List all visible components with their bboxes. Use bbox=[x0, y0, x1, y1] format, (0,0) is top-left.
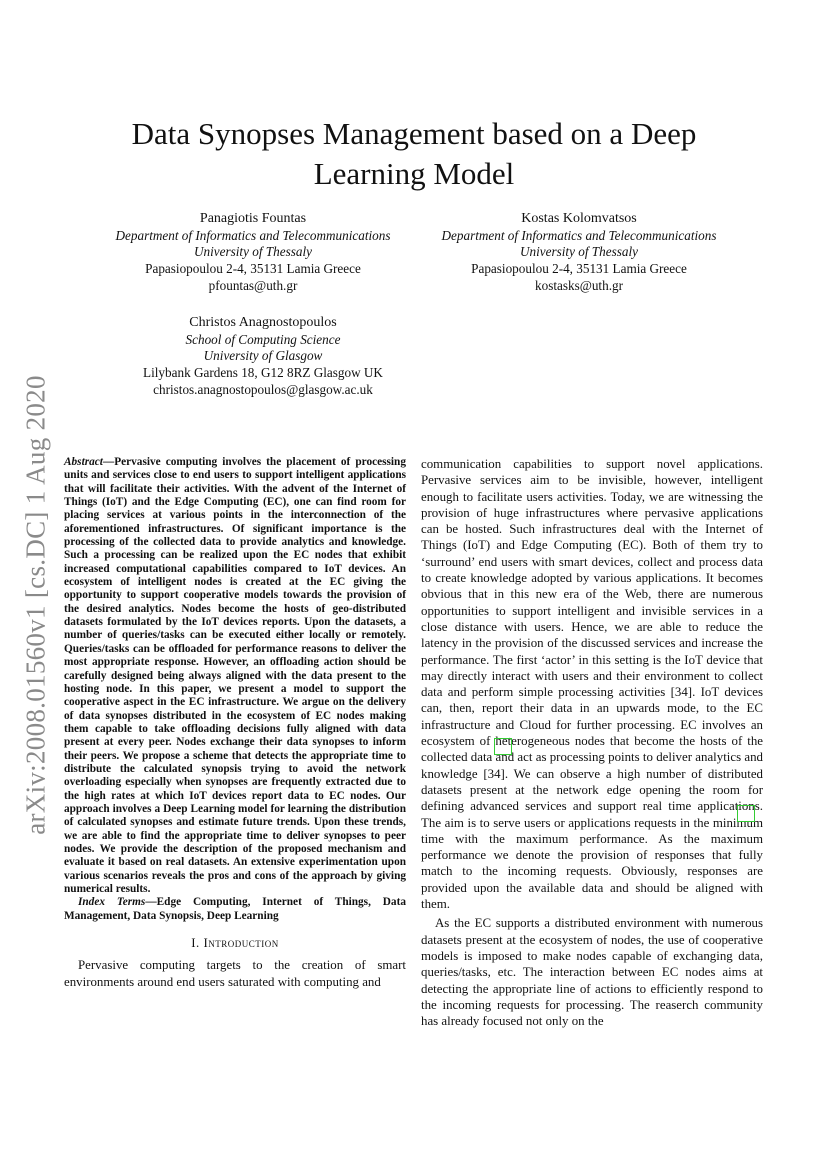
author-email: kostasks@uth.gr bbox=[535, 277, 623, 293]
author-name: Kostas Kolomvatsos bbox=[521, 211, 637, 226]
section-title: Introduction bbox=[203, 936, 279, 951]
abstract-text: —Pervasive computing involves the placement of processing units and services close to end users to support intelligent applications that will facilitate their activities. With the advent of the Internet of Things (IoT) and the Edge Computing (EC), one can find room for placing services at various points in the interconnection of the aforementioned infrastructures. Of significant importance is the processing of the collected data to provide analytics and knowledge. Such a processing can be realized upon the EC nodes that exhibit increased computational capabilities compared to IoT devices. An ecosystem of intelligent nodes is created at the EC giving the opportunity to support cooperative models towards the provision of the desired analytics. Nodes become the hosts of geo-distributed datasets formulated by the IoT devices reports. Upon the datasets, a number of queries/tasks can be executed either locally or remotely. Queries/tasks can be offloaded for performance reasons to deliver the most appropriate response. However, an offloading action should be carefully designed being always aligned with the data present to the hosting node. In this paper, we present a model to support the cooperative aspect in the EC infrastructure. We argue on the delivery of data synopses distributed in the ecosystem of EC nodes making them capable to take offloading decisions fully aligned with data present at every peer. Nodes exchange their data synopses to inform their peers. We propose a scheme that detects the appropriate time to distribute the calculated synopsis trying to avoid the network overloading especially when synopses are frequently extracted due to the high rates at which IoT devices report data to EC nodes. Our approach involves a Deep Learning model for learning the distribution of calculated synopses and estimate future trends. Upon these trends, we are able to find the appropriate time to deliver synopses to peer nodes. We provide the description of the proposed mechanism and evaluate it based on real datasets. An extensive experimentation upon various scenarios reveals the pros and cons of the approach by giving numerical results. bbox=[64, 456, 406, 895]
citation-link-box[interactable] bbox=[494, 738, 512, 755]
author-address: Papasiopoulou 2-4, 35131 Lamia Greece bbox=[145, 261, 361, 277]
author-name: Christos Anagnostopoulos bbox=[189, 315, 337, 330]
author-email: christos.anagnostopoulos@glasgow.ac.uk bbox=[153, 381, 373, 397]
author-department: Department of Informatics and Telecommunications bbox=[115, 227, 391, 243]
body-paragraph: communication capabilities to support novel applications. Pervasive services aim to be invisible, however, intelligent enough to facilitate users activities. Today, we are witnessing the provision of huge infrastructures where pervasive applications can be hosted. Such infrastructures deal with the Internet of Things (IoT) and Edge Computing (EC). Both of them try to ‘surround’ end users with smart devices, collect and process data to create knowledge adopted by various applications. It becomes obvious that in this new era of the Web, there are numerous opportunities to support intelligent and invisible services in a close distance with users. Hence, we are able to reduce the latency in the provision of the discussed services and increase the performance. The first ‘actor’ in this setting is the IoT device that may directly interact with users and their environment to collect data and perform simple processing activities [34]. IoT devices can, then, report their data in an upwards mode, to the EC infrastructure and Cloud for further processing. EC involves an ecosystem of heterogeneous nodes that become the hosts of the collected data and act as processing points to deliver analytics and knowledge [34]. We can observe a high number of distributed datasets present at the network edge opening the room for defining advanced services and support real time applications. The aim is to serve users or applications requests in the minimum time with the maximum performance. As the maximum performance we denote the provision of responses that fully match to the incoming requests. Obviously, responses are provided upon the available data and should be aligned with them. bbox=[421, 457, 763, 912]
index-terms-label: Index Terms bbox=[78, 896, 146, 909]
index-terms bbox=[64, 896, 406, 923]
abstract-label: Abstract bbox=[64, 456, 103, 468]
index-terms-text: —Edge Computing, Internet of Things, Data Management, Data Synopsis, Deep Learning bbox=[64, 896, 406, 922]
paper-title: Data Synopses Management based on a Deep Learning Model bbox=[131, 116, 697, 191]
right-column bbox=[421, 456, 763, 1029]
author-department: Department of Informatics and Telecommunications bbox=[441, 227, 717, 243]
abstract bbox=[64, 456, 406, 896]
author-block-1 bbox=[88, 211, 418, 295]
author-university: University of Glasgow bbox=[203, 348, 323, 364]
body-paragraph: As the EC supports a distributed environment with numerous datasets present at the ecosystem of nodes, the use of cooperative models is imposed to make nodes capable of exchanging data, queries/tasks, etc. The interaction between EC nodes aims at detecting the appropriate line of actions to efficiently respond to the incoming requests for processing. The reaserch community has already focused not only on the bbox=[421, 916, 763, 1029]
author-email: pfountas@uth.gr bbox=[208, 277, 298, 293]
section-number: I. bbox=[191, 936, 200, 951]
author-block-3 bbox=[98, 315, 428, 399]
left-column bbox=[64, 456, 406, 990]
author-university: University of Thessaly bbox=[520, 244, 638, 260]
intro-paragraph: Pervasive computing targets to the creation of smart environments around end users saturated with computing and bbox=[64, 958, 406, 989]
author-department: School of Computing Science bbox=[185, 331, 341, 347]
citation-link-box[interactable] bbox=[737, 805, 755, 822]
arxiv-sidebar-stamp: arXiv:2008.01560v1 [cs.DC] 1 Aug 2020 bbox=[20, 375, 51, 835]
author-name: Panagiotis Fountas bbox=[199, 211, 307, 226]
section-heading bbox=[64, 935, 406, 951]
author-university: University of Thessaly bbox=[194, 244, 312, 260]
author-block-2 bbox=[414, 211, 744, 295]
author-address: Lilybank Gardens 18, G12 8RZ Glasgow UK bbox=[143, 365, 383, 381]
author-address: Papasiopoulou 2-4, 35131 Lamia Greece bbox=[471, 261, 687, 277]
